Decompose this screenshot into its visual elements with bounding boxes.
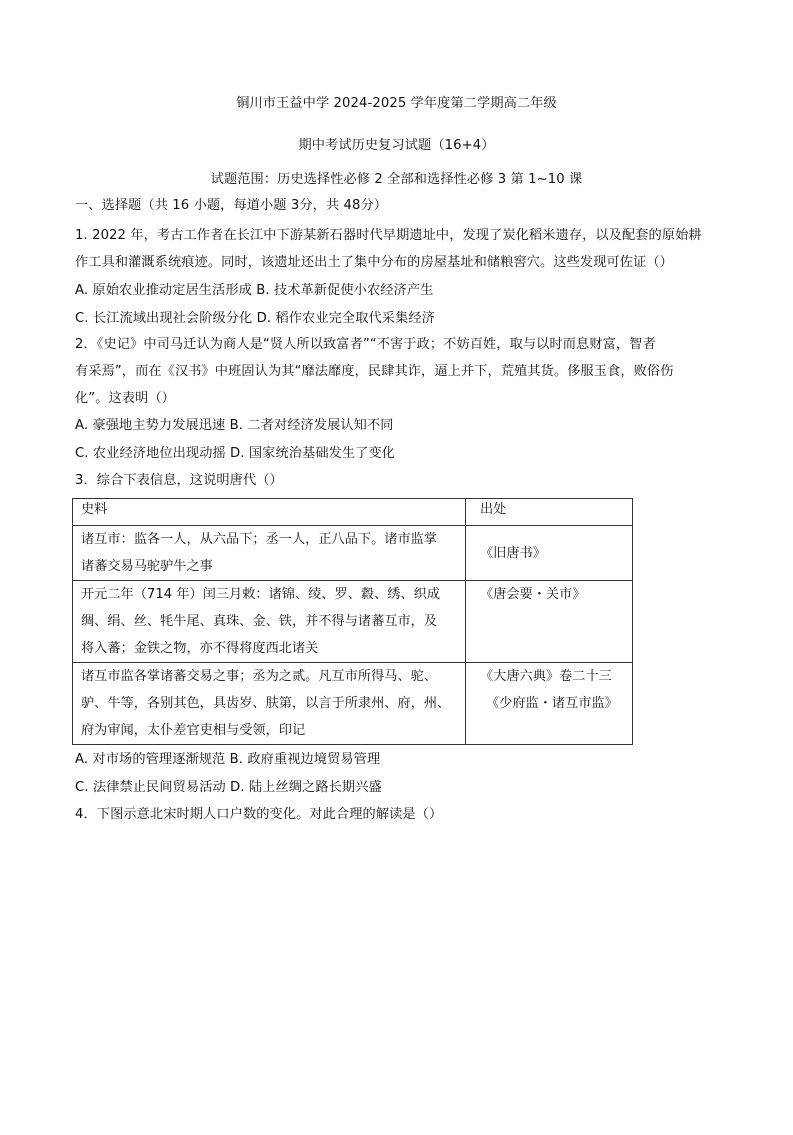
q1-stem-line1: 1. 2022 年，考古工作者在长江中下游某新石器时代早期遗址中，发现了炭化稻米遗存，以及配套的原始耕 [75,228,702,243]
q1-options-cd: C. 长江流域出现社会阶级分化 D. 稻作农业完全取代采集经济 [75,311,435,326]
q2-stem-line3: 化”。这表明（） [75,391,175,406]
q1-options-ab: A. 原始农业推动定居生活形成 B. 技术革新促使小农经济产生 [75,283,434,298]
exam-title: 铜川市王益中学 2024-2025 学年度第二学期高二年级 [236,96,557,111]
table-row [73,526,633,581]
q3-source-table [72,498,633,745]
table-cell-source: 诸互市监各掌诸蕃交易之事；丞为之贰。凡互市所得马、驼、 驴、牛等，各别其色，具齿岁、肤第，以言于所隶州、府，州、 府为审闻，太仆差官吏相与受领，印记 [73,663,466,745]
q1-stem-line2: 作工具和灌溉系统痕迹。同时，该遗址还出土了集中分布的房屋基址和储粮窖穴。这些发现可佐证（） [75,255,673,270]
q3-stem: 3．综合下表信息，这说明唐代（） [75,473,283,488]
exam-scope: 试题范围：历史选择性必修 2 全部和选择性必修 3 第 1~10 课 [210,172,583,187]
q2-options-ab: A. 豪强地主势力发展迅速 B. 二者对经济发展认知不同 [75,418,394,433]
q4-stem: 4．下图示意北宋时期人口户数的变化。对此合理的解读是（） [75,807,443,822]
table-cell-source: 开元二年（714 年）闰三月敕：诸锦、绫、罗、縠、绣、织成 绸、绢、丝、牦牛尾、真珠、金、铁，并不得与诸蕃互市，及 将入蕃；金铁之物，亦不得将度西北诸关 [73,581,466,663]
q2-options-cd: C. 农业经济地位出现动摇 D. 国家统治基础发生了变化 [75,446,396,461]
section-heading: 一、选择题（共 16 小题，每道小题 3分，共 48分） [75,198,388,213]
q2-stem-line1: 2．《史记》中司马迁认为商人是“贤人所以致富者”“不害于政；不妨百姓，取与以时而息财富，智者 [75,337,656,352]
table-cell-source: 诸互市：监各一人，从六品下；丞一人，正八品下。诸市监掌 诸蕃交易马驼驴牛之事 [73,526,466,581]
exam-subtitle: 期中考试历史复习试题（16+4） [298,138,495,153]
table-header-row [73,499,633,526]
table-cell-origin: 《唐会要・关市》 [466,581,633,663]
table-row [73,663,633,745]
table-header-source: 史料 [73,499,466,526]
table-header-origin: 出处 [466,499,633,526]
q2-stem-line2: 有采焉”，而在《汉书》中班固认为其“靡法靡度，民肆其诈，逼上并下，荒殖其货。侈服玉食，败俗伤 [75,364,674,379]
q3-options-cd: C. 法律禁止民间贸易活动 D. 陆上丝绸之路长期兴盛 [75,780,382,795]
table-row [73,581,633,663]
table-cell-origin: 《旧唐书》 [466,526,633,581]
table-cell-origin: 《大唐六典》卷二十三 《少府监・诸互市监》 [466,663,633,745]
q3-options-ab: A. 对市场的管理逐渐规范 B. 政府重视边境贸易管理 [75,752,381,767]
